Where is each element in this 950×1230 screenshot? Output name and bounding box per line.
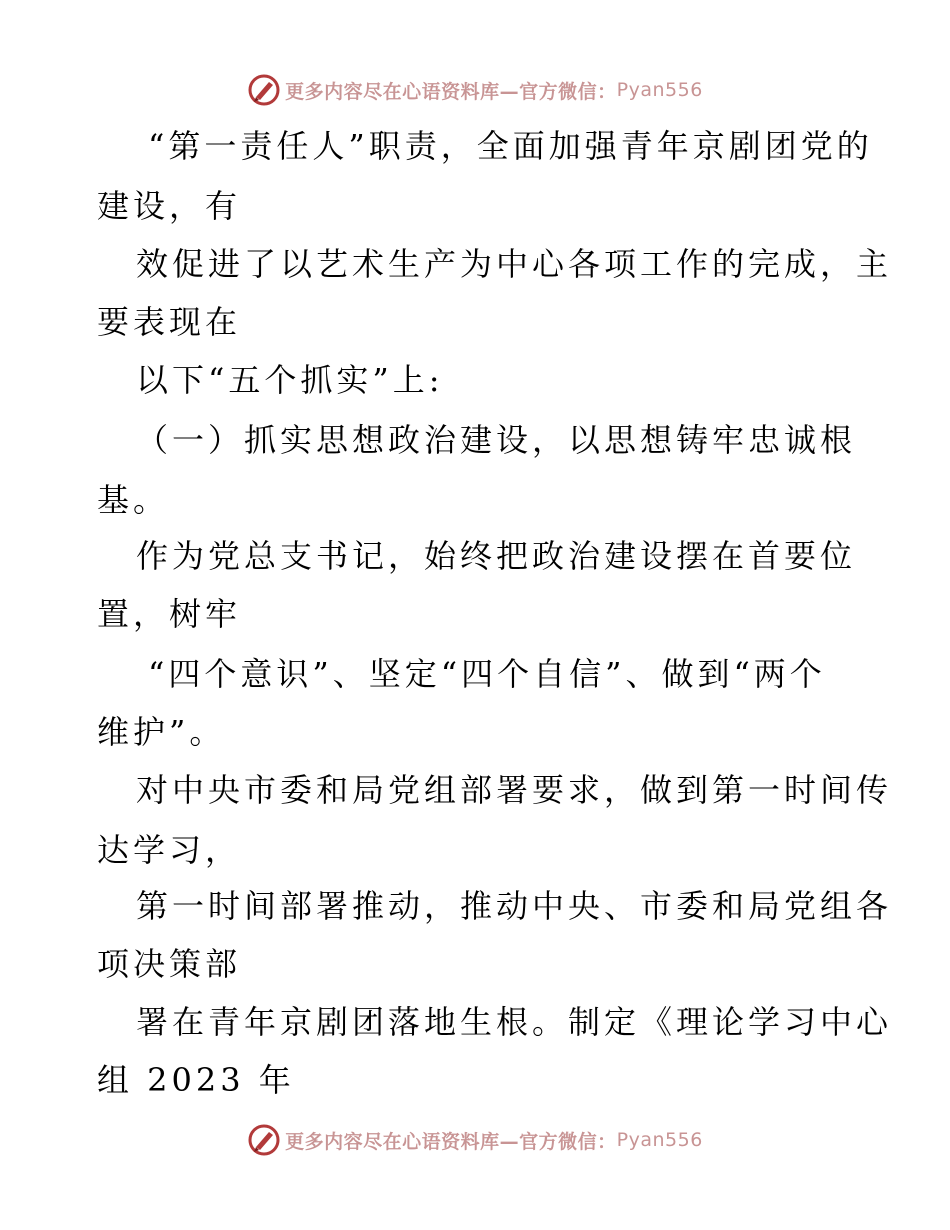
body-line: 要表现在 — [97, 303, 242, 341]
footer-watermark — [0, 1120, 950, 1160]
watermark-account: Pyan556 — [616, 79, 703, 101]
body-line: 署在青年京剧团落地生根。制定《理论学习中心 — [136, 1003, 893, 1041]
body-line: 达学习， — [97, 831, 242, 869]
watermark-text: 更多内容尽在心语资料库—官方微信： — [285, 1130, 617, 1153]
body-line: 组 2023 年 — [97, 1061, 295, 1099]
pen-logo-icon — [247, 73, 281, 107]
body-line: 效促进了以艺术生产为中心各项工作的完成，主 — [136, 245, 893, 283]
body-line: 作为党总支书记，始终把政治建设摆在首要位 — [136, 537, 857, 575]
body-line: “四个意识”、坚定“四个自信”、做到“两个 — [148, 655, 826, 693]
header-watermark — [0, 70, 950, 110]
body-line: 以下“五个抓实”上: — [136, 361, 444, 399]
body-line: 维护”。 — [97, 713, 226, 751]
body-line: 置，树牢 — [97, 595, 242, 633]
body-line: （一）抓实思想政治建设，以思想铸牢忠诚根 — [136, 421, 857, 459]
body-line: 项决策部 — [97, 945, 242, 983]
watermark-text: 更多内容尽在心语资料库—官方微信： — [285, 80, 617, 103]
pen-logo-icon — [247, 1123, 281, 1157]
watermark-account: Pyan556 — [616, 1129, 703, 1151]
body-line: “第一责任人”职责，全面加强青年京剧团党的 — [148, 127, 873, 165]
body-line: 基。 — [97, 481, 170, 519]
body-line: 第一时间部署推动，推动中央、市委和局党组各 — [136, 887, 893, 925]
body-line: 建设，有 — [97, 187, 242, 225]
body-line: 对中央市委和局党组部署要求，做到第一时间传 — [136, 771, 893, 809]
